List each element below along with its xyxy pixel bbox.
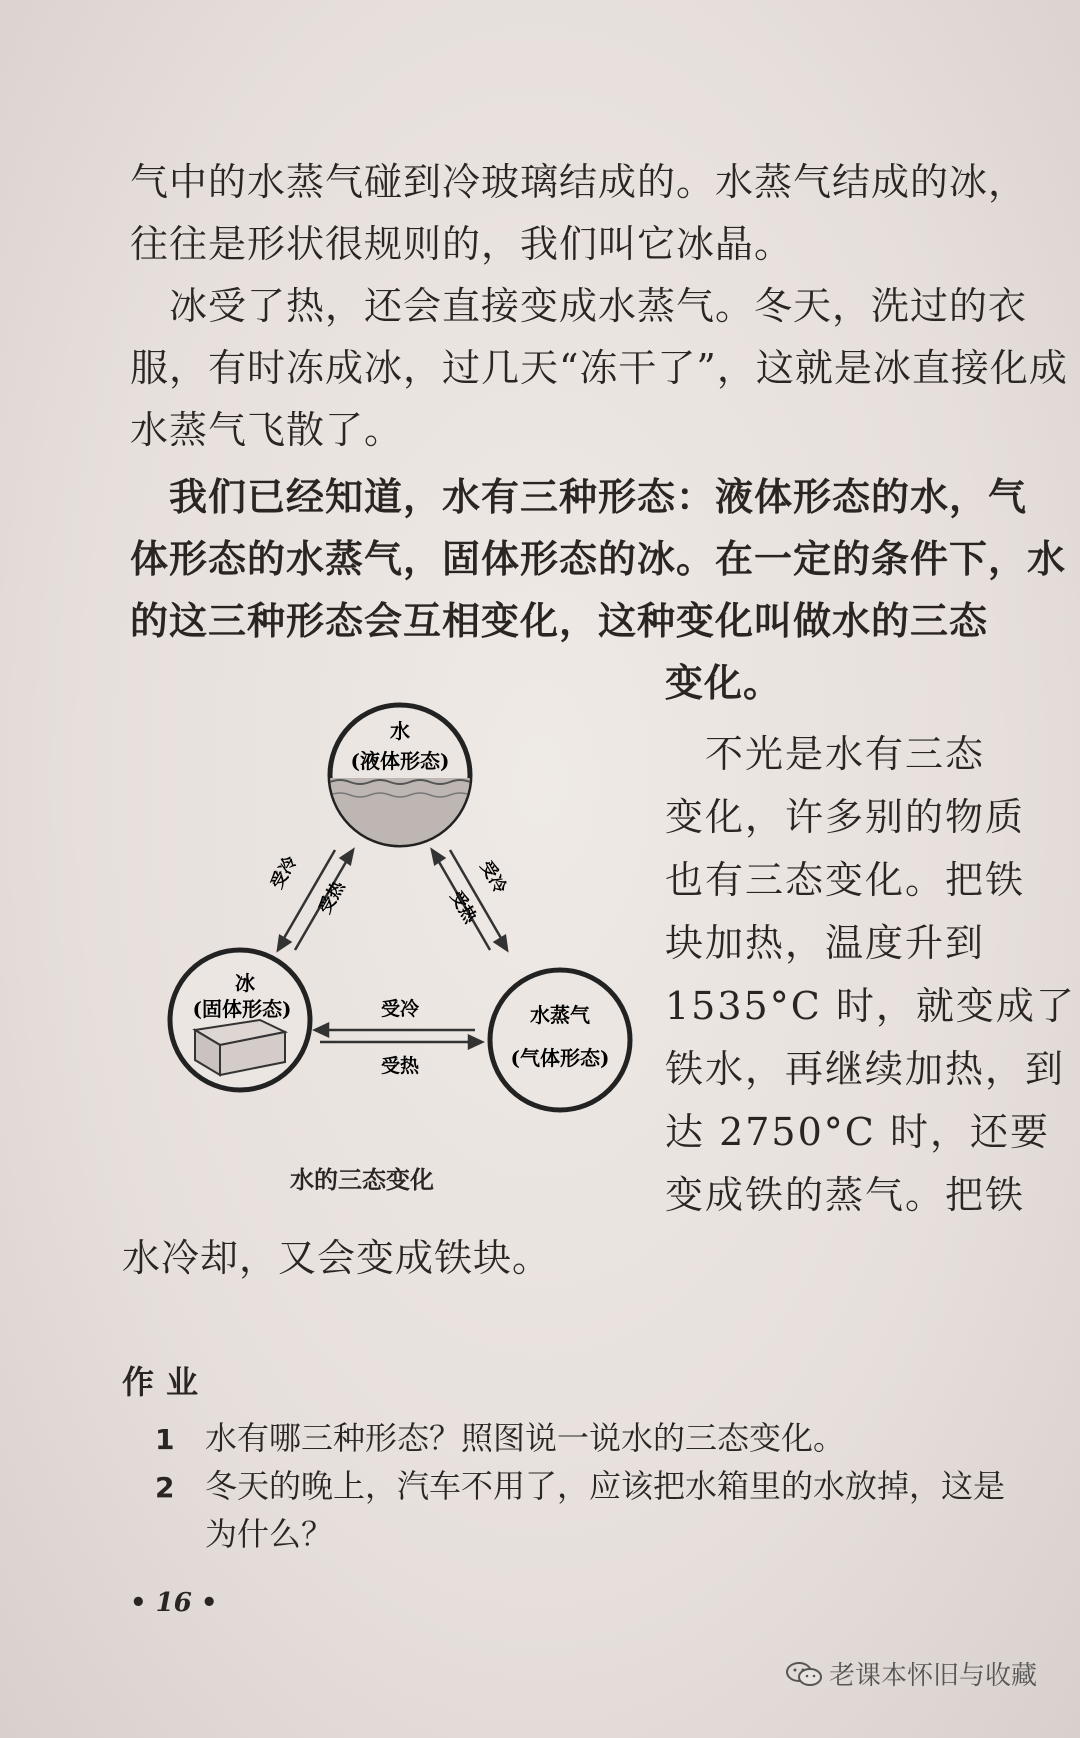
- right-inner-label: 受热: [445, 887, 480, 927]
- water-circle: [320, 705, 480, 858]
- homework-q2-number: 2: [155, 1471, 175, 1504]
- text-line: 往往是形状很规则的，我们叫它冰晶。: [130, 222, 794, 266]
- side-text-line: 不光是水有三态: [665, 732, 986, 776]
- homework-q2-line1: 冬天的晚上，汽车不用了，应该把水箱里的水放掉，这是: [205, 1467, 1006, 1505]
- water-state-label: (液体形态): [350, 749, 450, 773]
- bottom-arrows: [315, 1024, 482, 1048]
- text-line: 变化。: [665, 660, 783, 705]
- text-line: 气中的水蒸气碰到冷玻璃结成的。水蒸气结成的冰，: [130, 160, 1028, 204]
- ice-state-label: (固体形态): [192, 997, 292, 1021]
- water-label: 水: [390, 719, 410, 743]
- left-inner-label: 受热: [315, 878, 350, 918]
- three-states-diagram: [150, 700, 650, 1120]
- side-text-line: 达 2750°C 时，还要: [665, 1110, 1050, 1154]
- side-text-line: 1535°C 时，就变成了: [665, 984, 1076, 1028]
- side-text-line: 铁水，再继续加热，到: [665, 1047, 1066, 1091]
- text-line: 冰受了热，还会直接变成水蒸气。冬天，洗过的衣: [130, 284, 1028, 328]
- steam-label: 水蒸气: [530, 1003, 590, 1027]
- side-text-line: 块加热，温度升到: [665, 921, 986, 965]
- side-text-line: 变成铁的蒸气。把铁: [665, 1173, 1026, 1217]
- left-outer-label: 受冷: [267, 853, 302, 893]
- homework-title: 作业: [122, 1363, 211, 1401]
- watermark: [785, 1655, 1037, 1692]
- side-text-line: 也有三态变化。把铁: [665, 858, 1026, 902]
- homework-q1-number: 1: [155, 1423, 175, 1456]
- steam-state-label: (气体形态): [510, 1046, 610, 1070]
- ice-circle: [170, 950, 310, 1090]
- text-line: 服，有时冻成冰，过几天“冻干了”，这就是冰直接化成: [130, 346, 1068, 390]
- bottom-top-label: 受冷: [380, 998, 420, 1020]
- page-number: • 16 •: [130, 1588, 218, 1618]
- text-line: 体形态的水蒸气，固体形态的冰。在一定的条件下，水: [130, 536, 1067, 581]
- homework-q1: 水有哪三种形态？照图说一说水的三态变化。: [205, 1419, 846, 1457]
- text-line: 的这三种形态会互相变化，这种变化叫做水的三态: [130, 598, 989, 643]
- wechat-icon: [785, 1661, 823, 1687]
- watermark-text: 老课本怀旧与收藏: [829, 1661, 1038, 1691]
- text-line: 我们已经知道，水有三种形态：液体形态的水，气: [130, 474, 1028, 519]
- steam-circle: [490, 970, 630, 1110]
- side-text-line: 变化，许多别的物质: [665, 795, 1026, 839]
- homework-q2-line2: 为什么？: [205, 1515, 334, 1553]
- right-outer-label: 受冷: [475, 857, 510, 897]
- text-line: 水蒸气飞散了。: [130, 408, 404, 452]
- ice-label: 冰: [235, 971, 255, 995]
- bottom-bottom-label: 受热: [380, 1055, 420, 1077]
- text-line: 水冷却，又会变成铁块。: [122, 1236, 552, 1280]
- diagram-caption: 水的三态变化: [290, 1166, 434, 1194]
